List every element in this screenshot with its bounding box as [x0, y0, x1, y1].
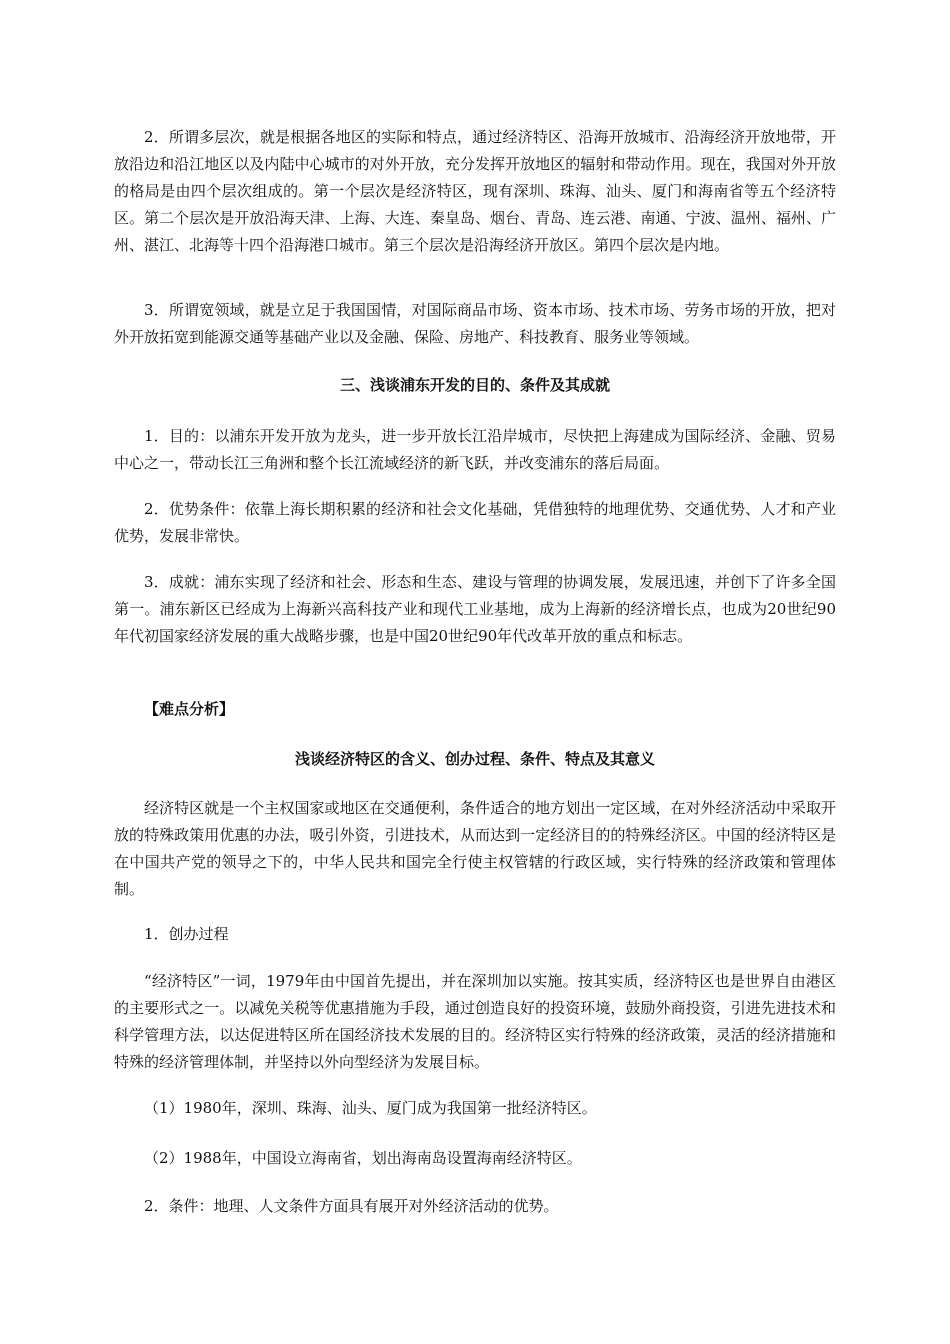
paragraph-conditions: 2．条件：地理、人文条件方面具有展开对外经济活动的优势。 [144, 1197, 559, 1215]
paragraph-founding-title: 1．创办过程 [144, 925, 229, 943]
paragraph-1988: （2）1988年，中国设立海南省，划出海南岛设置海南经济特区。 [144, 1149, 582, 1167]
section-heading-pudong: 三、浅谈浦东开发的目的、条件及其成就 [339, 376, 610, 394]
section-heading-sez: 浅谈经济特区的含义、创办过程、条件、特点及其意义 [294, 750, 655, 768]
paragraph-wide-field: 3．所谓宽领域，就是立足于我国国情，对国际商品市场、资本市场、技术市场、劳务市场的开放，把对外开放拓宽到能源交通等基础产业以及金融、保险、房地产、科技教育、服务业等领域。 [114, 301, 836, 346]
paragraph-founding-body: “经济特区”一词，1979年由中国首先提出，并在深圳加以实施。按其实质，经济特区也是世界自由港区的主要形式之一。以减免关税等优惠措施为手段，通过创造良好的投资环境，鼓励外商投资，引进先进技术和科学管理方法，以达促进特区所在国经济技术发展的目的。经济特区实行特殊的经济政策，灵活的经济措施和特殊的经济管理体制，并坚持以外向型经济为发展目标。 [114, 972, 836, 1071]
paragraph-1980: （1）1980年，深圳、珠海、汕头、厦门成为我国第一批经济特区。 [144, 1099, 597, 1117]
paragraph-pudong-goal: 1．目的：以浦东开发开放为龙头，进一步开放长江沿岸城市，尽快把上海建成为国际经济、金融、贸易中心之一，带动长江三角洲和整个长江流域经济的新飞跃，并改变浦东的落后局面。 [114, 427, 836, 472]
paragraph-multi-level: 2．所谓多层次，就是根据各地区的实际和特点，通过经济特区、沿海开放城市、沿海经济开放地带，开放沿边和沿江地区以及内陆中心城市的对外开放，充分发挥开放地区的辐射和带动作用。现在，我国对外开放的格局是由四个层次组成的。第一个层次是经济特区，现有深圳、珠海、汕头、厦门和海南省等五个经济特区。第二个层次是开放沿海天津、上海、大连、秦皇岛、烟台、青岛、连云港、南通、宁波、温州、福州、广州、湛江、北海等十四个沿海港口城市。第三个层次是沿海经济开放区。第四个层次是内地。 [114, 128, 836, 254]
difficulty-analysis-label: 【难点分析】 [144, 700, 235, 718]
paragraph-sez-definition: 经济特区就是一个主权国家或地区在交通便利，条件适合的地方划出一定区域，在对外经济活动中采取开放的特殊政策用优惠的办法，吸引外资，引进技术，从而达到一定经济目的的特殊经济区。中国的经济特区是在中国共产党的领导之下的，中华人民共和国完全行使主权管辖的行政区域，实行特殊的经济政策和管理体制。 [114, 799, 836, 898]
paragraph-pudong-conditions: 2．优势条件：依靠上海长期积累的经济和社会文化基础，凭借独特的地理优势、交通优势、人才和产业优势，发展非常快。 [114, 500, 836, 545]
paragraph-pudong-achievements: 3．成就：浦东实现了经济和社会、形态和生态、建设与管理的协调发展，发展迅速，并创下了许多全国第一。浦东新区已经成为上海新兴高科技产业和现代工业基地，成为上海新的经济增长点，也成为20世纪90年代初国家经济发展的重大战略步骤，也是中国20世纪90年代改革开放的重点和标志。 [114, 573, 836, 645]
